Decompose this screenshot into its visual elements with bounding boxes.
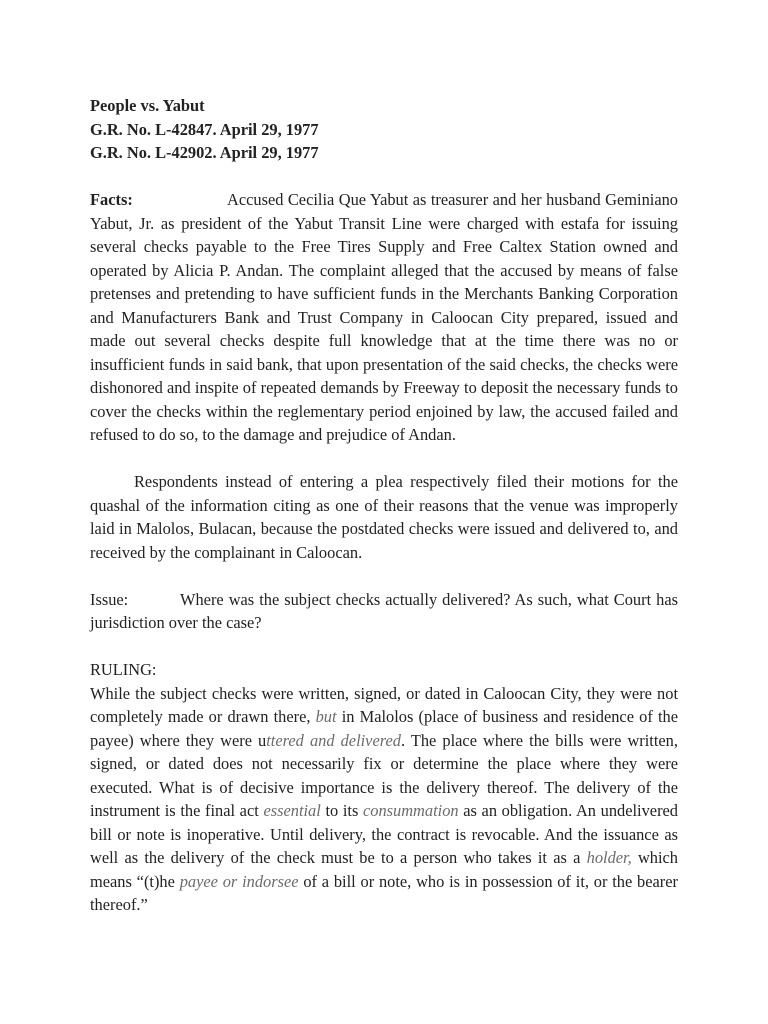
case-number-2: G.R. No. L-42902. April 29, 1977 — [90, 143, 319, 162]
case-title: People vs. Yabut — [90, 96, 205, 115]
ruling-paragraph — [90, 682, 678, 917]
ruling-emphasis-payee: payee or indorsee — [179, 871, 299, 891]
facts-paragraph — [90, 188, 678, 447]
ruling-emphasis-holder: holder, — [586, 848, 632, 867]
ruling-label: RULING: — [90, 660, 157, 679]
ruling-text-7: of a bill or note, who is in possession of it, or the bearer thereof.” — [90, 871, 678, 914]
issue-text: Where was the subject checks actually delivered? As such, what Court has jurisdiction over the case? — [90, 589, 678, 632]
ruling-text-5: as an obligation. An undelivered bill or note is inoperative. Until delivery, the contract is revocable. And the issuance as well as the delivery of the check must be to a person who takes it as a — [90, 801, 679, 867]
ruling-text-1: While the subject checks were written, signed, or dated in Caloocan City, they were not completely made or drawn there, — [90, 683, 678, 726]
ruling-emphasis-but: but — [315, 707, 337, 726]
facts-label: Facts: — [90, 190, 133, 209]
ruling-text-3: . The place where the bills were written, signed, or dated does not necessarily fix or determine the place where they were executed. What is of decisive importance is the delivery thereof. The delivery of the instrument is the final act — [90, 730, 678, 820]
document-page — [90, 94, 678, 917]
issue-paragraph — [90, 588, 678, 635]
case-number-1: G.R. No. L-42847. April 29, 1977 — [90, 119, 319, 139]
ruling-emphasis-uttered: ttered and delivered — [266, 730, 401, 750]
facts-text: Accused Cecilia Que Yabut as treasurer and her husband Geminiano Yabut, Jr. as president of the Yabut Transit Line were charged with estafa for issuing several checks payable to the Free Tires Supply and Free Caltex Station owned and operated by Alicia P. Andan. The complaint alleged that the accused by means of false pretenses and pretending to have sufficient funds in the Merchants Banking Corporation and Manufacturers Bank and Trust Company in Caloocan City prepared, issued and made out several checks despite full knowledge that at the time there was no or insufficient funds in said bank, that upon presentation of the said checks, the checks were dishonored and inspite of repeated demands by Freeway to deposit the necessary funds to cover the checks within the reglementary period enjoined by law, the accused failed and refused to do so, to the damage and prejudice of Andan. — [90, 190, 678, 444]
ruling-emphasis-consummation: consummation — [362, 801, 459, 820]
ruling-text-4: to its — [320, 801, 363, 820]
ruling-text-2: in Malolos (place of business and residence of the payee) where they were u — [90, 707, 678, 750]
issue-label: Issue: — [90, 589, 129, 609]
respondents-paragraph: Respondents instead of entering a plea respectively filed their motions for the quashal of the information citing as one of their reasons that the venue was improperly laid in Malolos, Bulacan, because the postdated checks were issued and delivered to, and received by the complainant in Caloocan. — [90, 472, 678, 562]
ruling-emphasis-essential: essential — [263, 801, 321, 820]
ruling-text-6: which means “(t)he — [90, 848, 679, 891]
